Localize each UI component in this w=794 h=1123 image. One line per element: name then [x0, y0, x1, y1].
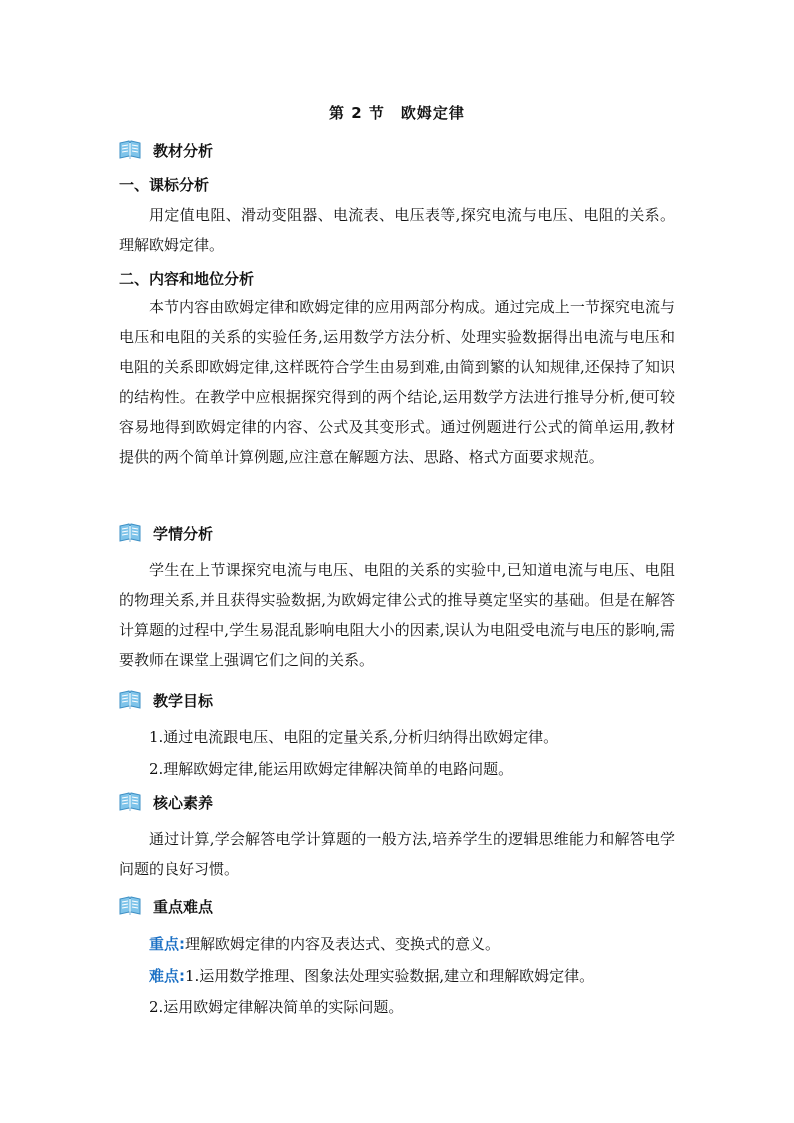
- book-icon: [119, 523, 141, 543]
- section-heading-literacy: [119, 790, 213, 814]
- difficulty-line-2: 2.运用欧姆定律解决简单的实际问题。: [149, 998, 404, 1016]
- section-heading-analysis: [119, 138, 213, 162]
- section-heading-goals: [119, 688, 213, 712]
- difficulty-line: [149, 961, 594, 991]
- paragraph-content: 本节内容由欧姆定律和欧姆定律的应用两部分构成。通过完成上一节探究电流与电压和电阻的关系的实验任务,运用数学方法分析、处理实验数据得出电流与电压和电阻的关系即欧姆定律,这样既符合学生由易到难,由简到繁的认知规律,还保持了知识的结构性。在教学中应根据探究得到的两个结论,运用数学方法进行推导分析,便可较容易地得到欧姆定律的内容、公式及其变形式。通过例题进行公式的简单运用,教材提供的两个简单计算例题,应注意在解题方法、思路、格式方面要求规范。: [119, 298, 675, 466]
- paragraph-students: 学生在上节课探究电流与电压、电阻的关系的实验中,已知道电流与电压、电阻的物理关系,并且获得实验数据,为欧姆定律公式的推导奠定坚实的基础。但是在解答计算题的过程中,学生易混乱影响电阻大小的因素,误认为电阻受电流与电压的影响,需要教师在课堂上强调它们之间的关系。: [119, 561, 675, 669]
- paragraph-curriculum: 用定值电阻、滑动变阻器、电流表、电压表等,探究电流与电压、电阻的关系。理解欧姆定律。: [119, 206, 675, 254]
- section-title: 教学目标: [153, 691, 214, 710]
- book-icon: [119, 690, 141, 710]
- key-point-label: 重点:: [149, 935, 185, 953]
- book-icon: [119, 140, 141, 160]
- key-point-text: 理解欧姆定律的内容及表达式、变换式的意义。: [185, 935, 501, 953]
- section-title: 重点难点: [153, 897, 214, 916]
- page-title: 第 2 节 欧姆定律: [329, 104, 465, 122]
- book-icon: [119, 792, 141, 812]
- section-title: 核心素养: [153, 793, 214, 812]
- difficulty-text: 1.运用数学推理、图象法处理实验数据,建立和理解欧姆定律。: [185, 967, 595, 985]
- section-title: 学情分析: [153, 524, 214, 543]
- book-icon: [119, 896, 141, 916]
- subheading-content: 二、内容和地位分析: [119, 270, 255, 288]
- section-heading-keypoints: [119, 894, 213, 918]
- key-point-line: [149, 929, 500, 959]
- difficulty-label: 难点:: [149, 967, 185, 985]
- subheading-curriculum: 一、课标分析: [119, 176, 210, 194]
- section-title: 教材分析: [153, 141, 214, 160]
- section-heading-students: [119, 521, 213, 545]
- paragraph-literacy: 通过计算,学会解答电学计算题的一般方法,培养学生的逻辑思维能力和解答电学问题的良好习惯。: [119, 830, 675, 878]
- goal-item: 1.通过电流跟电压、电阻的定量关系,分析归纳得出欧姆定律。: [149, 728, 559, 746]
- goal-item: 2.理解欧姆定律,能运用欧姆定律解决简单的电路问题。: [149, 760, 514, 778]
